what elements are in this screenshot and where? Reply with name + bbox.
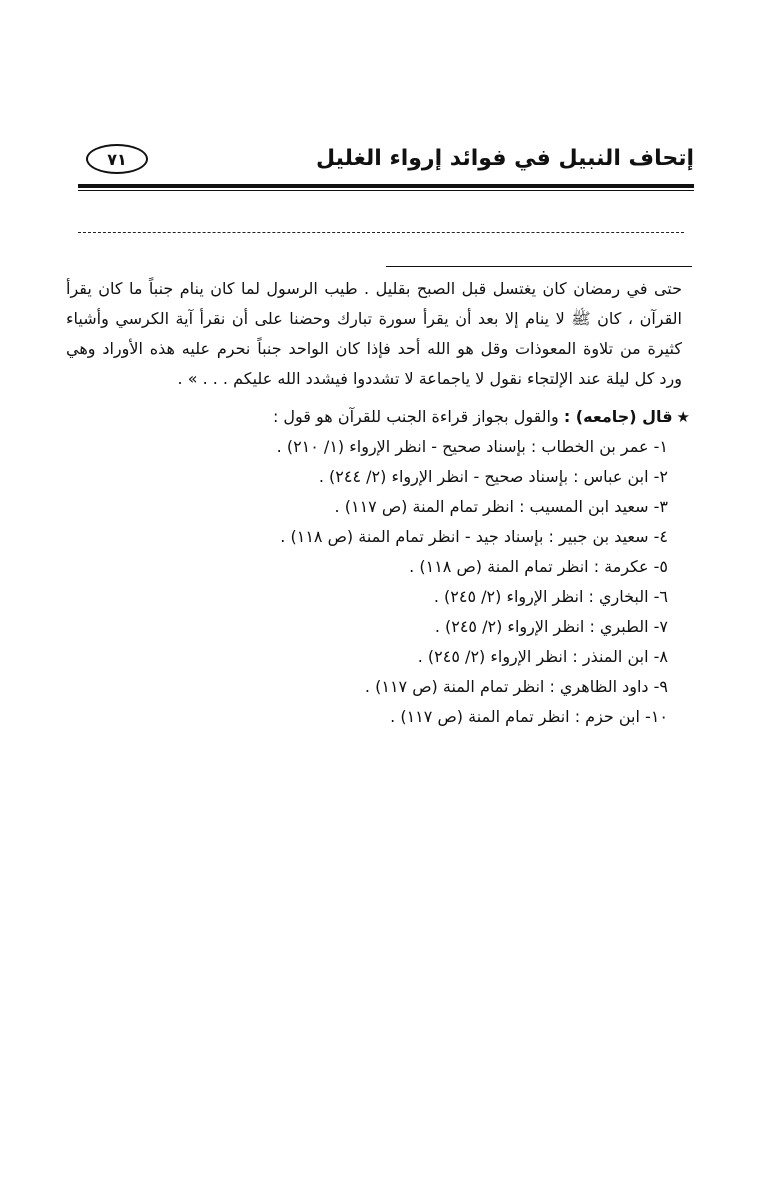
list-item: ٤- سعيد بن جبير : بإسناد جيد - انظر تمام المنة (ص ١١٨) . bbox=[280, 527, 668, 546]
compiler-note bbox=[74, 403, 690, 431]
list-item: ٣- سعيد ابن المسيب : انظر تمام المنة (ص ١١٧) . bbox=[334, 497, 668, 516]
quote-line: حتى في رمضان كان يغتسل قبل الصبح بقليل . طيب الرسول لما كان ينام جنباً ما كان يقرأ bbox=[66, 279, 682, 298]
list-item: ٨- ابن المنذر : انظر الإرواء (٢/ ٢٤٥) . bbox=[417, 647, 668, 666]
quoted-passage bbox=[66, 274, 682, 394]
page-number: ٧١ bbox=[86, 144, 148, 174]
list-item: ٦- البخاري : انظر الإرواء (٢/ ٢٤٥) . bbox=[433, 587, 668, 606]
list-item: ١- عمر بن الخطاب : بإسناد صحيح - انظر الإرواء (١/ ٢١٠) . bbox=[276, 437, 668, 456]
quote-line: ورد كل ليلة عند الإلتجاء نقول لا ياجماعة لا تشددوا فيشدد الله عليكم . . . » . bbox=[177, 369, 682, 388]
star-icon: ★ bbox=[676, 408, 690, 426]
book-title: إتحاف النبيل في فوائد إرواء الغليل bbox=[315, 146, 694, 171]
quote-line: القرآن ، كان ﷺ لا ينام إلا بعد أن يقرأ سورة تبارك وحضنا على أن نقرأ آية الكرسي وأشياء bbox=[66, 309, 682, 328]
page-header bbox=[78, 140, 694, 186]
narrators-list bbox=[108, 432, 668, 732]
list-item: ٥- عكرمة : انظر تمام المنة (ص ١١٨) . bbox=[409, 557, 668, 576]
compiler-note-text: والقول بجواز قراءة الجنب للقرآن هو قول : bbox=[272, 407, 559, 426]
header-rule-thin bbox=[78, 190, 694, 191]
footnote-separator bbox=[386, 266, 692, 267]
quote-line: كثيرة من تلاوة المعوذات وقل هو الله أحد فإذا كان الواحد جنباً نحرم عليه هذه الأوراد وهي bbox=[66, 339, 682, 358]
list-item: ١٠- ابن حزم : انظر تمام المنة (ص ١١٧) . bbox=[390, 707, 668, 726]
header-rule bbox=[78, 184, 694, 188]
list-item: ٢- ابن عباس : بإسناد صحيح - انظر الإرواء (٢/ ٢٤٤) . bbox=[318, 467, 668, 486]
dashed-separator bbox=[78, 232, 684, 233]
list-item: ٧- الطبري : انظر الإرواء (٢/ ٢٤٥) . bbox=[434, 617, 668, 636]
list-item: ٩- داود الظاهري : انظر تمام المنة (ص ١١٧) . bbox=[364, 677, 668, 696]
compiler-label: قال (جامعه) : bbox=[563, 407, 673, 426]
